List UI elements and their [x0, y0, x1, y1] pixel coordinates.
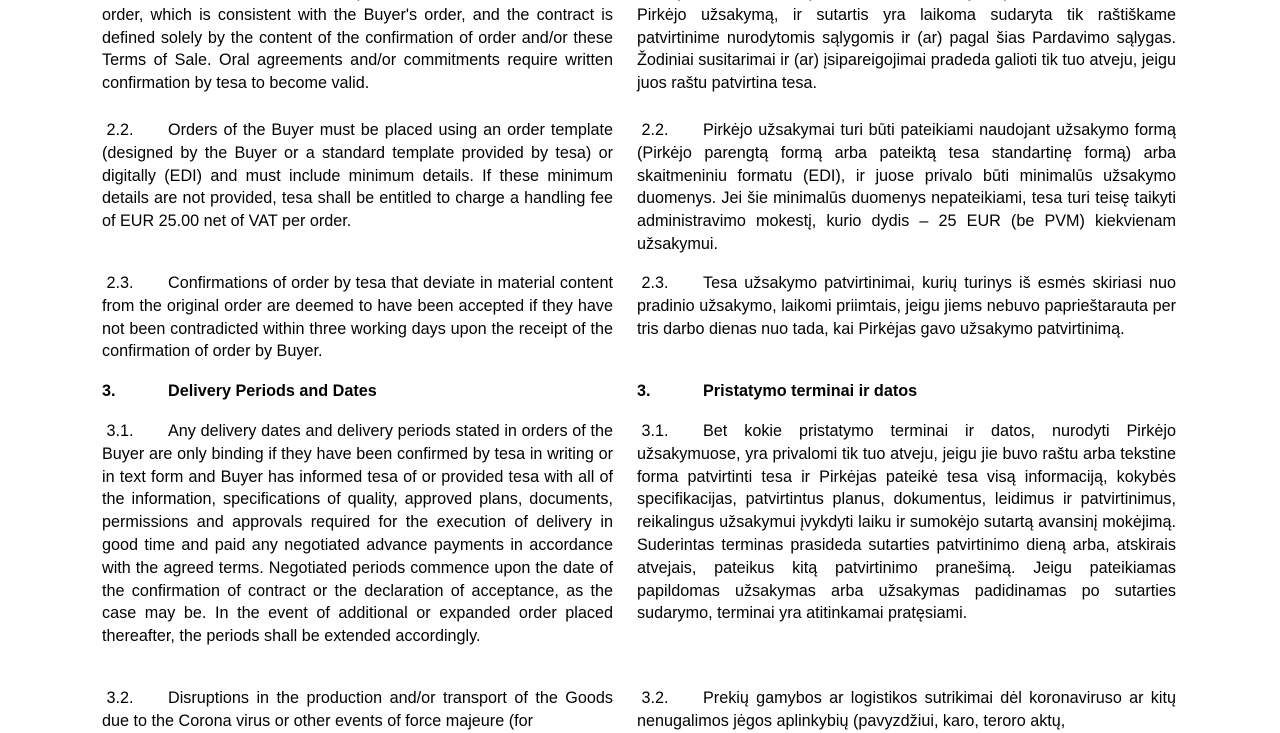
- clause-3-2: [637, 687, 1176, 733]
- section-number: 3.: [102, 382, 116, 400]
- clause-text: Pirkėjo užsakymai turi būti pateikiami naudojant užsakymo formą (Pirkėjo parengtą formą arba pateiktą tesa standartinę formą) arba skaitmeniniu formatu (EDI), ir juose privalo būti minimalūs užsakymo duomenys. Jei šie minimalūs duomenys nepateikiami, tesa turi teisę taikyti administravimo mokestį, kurio dydis – 25 EUR (be PVM) kiekvienam užsakymui.: [637, 121, 1176, 253]
- clause-number: 3.1.: [102, 422, 134, 440]
- section-3-heading: [637, 380, 1176, 403]
- clause-number: 2.3.: [102, 274, 134, 292]
- clause-2-2: [637, 119, 1176, 256]
- section-title: Delivery Periods and Dates: [168, 382, 377, 400]
- clause-number: 3.1.: [637, 422, 669, 440]
- clause-number: 3.2.: [637, 689, 669, 707]
- section-3-heading: [102, 380, 613, 403]
- clause-3-2: [102, 687, 613, 733]
- clause-text: Orders of the Buyer must be placed using an order template (designed by the Buyer or a standard template provided by tesa) or digitally (EDI) and must include minimum details. If these minimum details are not provided, tesa shall be entitled to charge a handling fee of EUR 25.00 net of VAT per order.: [102, 121, 613, 231]
- clause-number: 2.3.: [637, 274, 669, 292]
- clause-2-2: [102, 119, 613, 233]
- clause-2-3: [637, 272, 1176, 340]
- clause-2-3: [102, 272, 613, 363]
- paragraph-text: order, which is consistent with the Buyer's order, and the contract is defined solely by the content of the confirmation of order and/or these Terms of Sale. Oral agreements and/or commitments require written confirmation by tesa to become valid.: [102, 5, 613, 93]
- section-number: 3.: [637, 382, 651, 400]
- clause-text: Confirmations of order by tesa that deviate in material content from the original order are deemed to have been accepted if they have not been contradicted within three working days upon the receipt of the confirmation of order by Buyer.: [102, 274, 613, 361]
- clause-number: 2.2.: [637, 121, 669, 139]
- clause-3-1: [637, 420, 1176, 625]
- clause-text: Tesa užsakymo patvirtinimai, kurių turinys iš esmės skiriasi nuo pradinio užsakymo, laikomi priimtais, jeigu jiems nebuvo paprieštarauta per tris darbo dienas nuo tada, kai Pirkėjas gavo užsakymo patvirtinimą.: [637, 274, 1176, 338]
- clause-text: Any delivery dates and delivery periods stated in orders of the Buyer are only binding if they have been confirmed by tesa in writing or in text form and Buyer has informed tesa of or provided tesa with all of the information, specifications of quality, approved plans, documents, permissions and approvals required for the execution of delivery in good time and paid any negotiated advance payments in accordance with the agreed terms. Negotiated periods commence upon the date of the confirmation of contract or the declaration of acceptance, as the case may be. In the event of additional or expanded order placed thereafter, the periods shall be extended accordingly.: [102, 422, 613, 646]
- clause-text: Bet kokie pristatymo terminai ir datos, nurodyti Pirkėjo užsakymuose, yra privalomi tik tuo atveju, jeigu jie buvo raštu arba tekstine forma patvirtinti tesa ir Pirkėjas pateikė tesa visą informaciją, kokybės specifikacijas, patvirtintus planus, dokumentus, leidimus ir patvirtinimus, reikalingus užsakymui įvykdyti laiku ir sumokėjo sutartą avansinį mokėjimą. Suderintas terminas prasideda sutarties patvirtinimo dieną arba, atskirais atvejais, pateikus kitą patvirtinimo pranešimą. Jeigu pateikiamas papildomas užsakymas arba užsakymas padidinamas po sutarties sudarymo, terminai yra atitinkamai pratęsiami.: [637, 422, 1176, 623]
- paragraph-text: Pirkėjo užsakymą, ir sutartis yra laikoma sudaryta tik raštiškame patvirtinime nurodytomis sąlygomis ir (ar) pagal šias Pardavimo sąlygas. Žodiniai susitarimai ir (ar) įsipareigojimai pradeda galioti tik tuo atveju, jeigu juos raštu patvirtina tesa.: [637, 5, 1176, 93]
- clause-text: Disruptions in the production and/or transport of the Goods due to the Corona virus or other events of force majeure (for: [102, 689, 613, 730]
- clause-number: 2.2.: [102, 121, 134, 139]
- clause-text: Prekių gamybos ar logistikos sutrikimai dėl koronaviruso ar kitų nenugalimos jėgos aplinkybių (pavyzdžiui, karo, teroro aktų,: [637, 689, 1176, 730]
- paragraph-2-1-continued: [102, 0, 613, 95]
- clause-3-1: [102, 420, 613, 648]
- paragraph-2-1-continued: [637, 0, 1176, 95]
- section-title: Pristatymo terminai ir datos: [703, 382, 918, 400]
- clause-number: 3.2.: [102, 689, 134, 707]
